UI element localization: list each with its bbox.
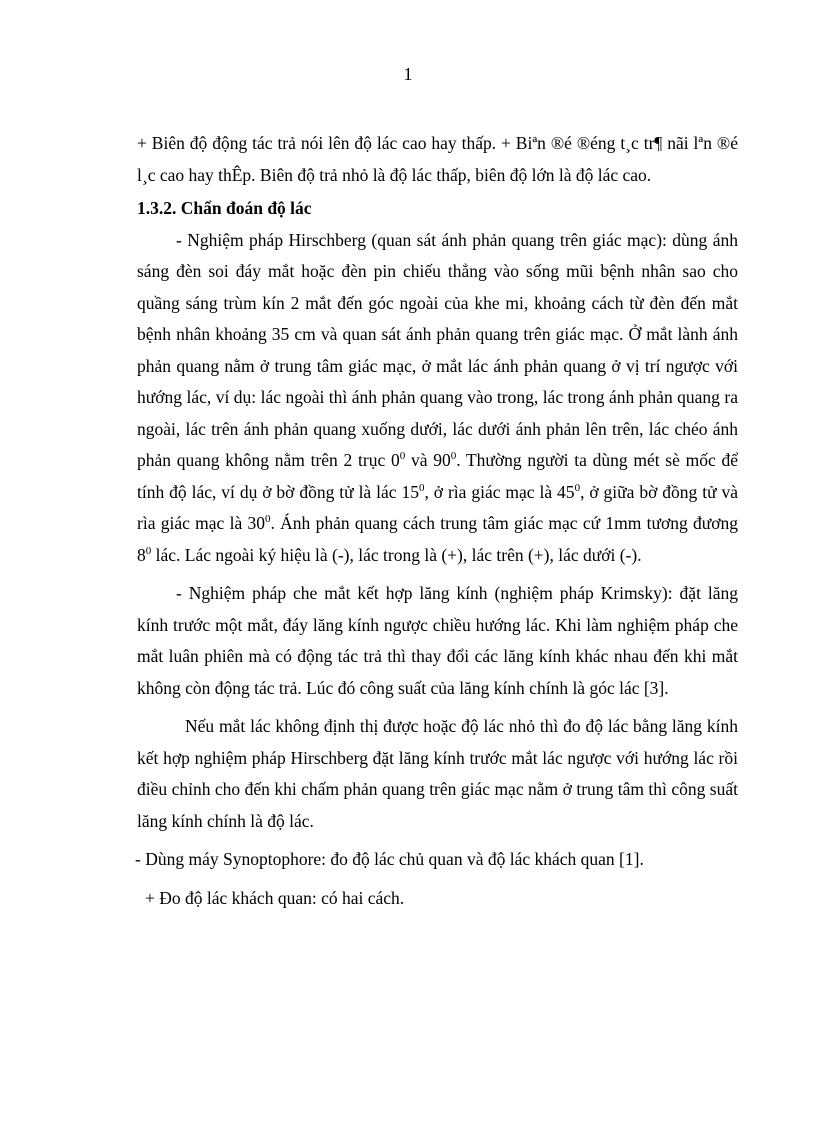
- paragraph-amplitude: + Biên độ động tác trả nói lên độ lác cao hay thấp. + Biªn ®é ®éng t¸c tr¶ nãi lªn ®é l¸c cao hay thÊp. Biên độ trả nhỏ là độ lác thấp, biên độ lớn là độ lác cao.: [137, 133, 738, 185]
- paragraph-prism: Nếu mắt lác không định thị được hoặc độ lác nhỏ thì đo độ lác bằng lăng kính kết hợp nghiệm pháp Hirschberg đặt lăng kính trước mắt lác ngược với hướng lác rồi điều chỉnh cho đến khi chấm phản quang trên giác mạc nằm ở trung tâm thì công suất lăng kính chính là độ lác.: [137, 716, 738, 831]
- paragraph-hirschberg: - Nghiệm pháp Hirschberg (quan sát ánh phản quang trên giác mạc): dùng ánh sáng đèn soi đáy mắt hoặc đèn pin chiếu thẳng vào sống mũi bệnh nhân sao cho quầng sáng trùm kín 2 mắt đến góc ngoài của khe mi, khoảng cách từ đèn đến mắt bệnh nhân khoảng 35 cm và quan sát ánh phản quang trên giác mạc. Ở mắt lành ánh phản quang nằm ở trung tâm giác mạc, ở mắt lác ánh phản quang ở vị trí ngược với hướng lác, ví dụ: lác ngoài thì ánh phản quang vào trong, lác trong ánh phản quang ra ngoài, lác trên ánh phản quang xuống dưới, lác dưới ánh phản lên trên, lác chéo ánh phản quang không nằm trên 2 trục $0^0$ và $90^0$. Thường người ta dùng mét sè mốc để tính độ lác, ví dụ ở bờ đồng tử là lác $15^0$, ở rìa giác mạc là $45^0$, ở giữa bờ đồng tử và rìa giác mạc là $30^0$. Ánh phản quang cách trung tâm giác mạc cứ 1mm tương đương $8^0$ lác. Lác ngoài ký hiệu là (-), lác trong là (+), lác trên (+), lác dưới (-).: [137, 229, 738, 565]
- paragraph-objective: + Đo độ lác khách quan: có hai cách.: [145, 887, 405, 908]
- section-heading: 1.3.2. Chẩn đoán độ lác: [137, 198, 312, 218]
- paragraph-krimsky: - Nghiệm pháp che mắt kết hợp lăng kính (nghiệm pháp Krimsky): đặt lăng kính trước một mắt, đáy lăng kính ngược chiều hướng lác. Khi làm nghiệm pháp che mắt luân phiên mà có động tác trả thì thay đổi các lăng kính khác nhau đến khi mắt không còn động tác trả. Lúc đó công suất của lăng kính chính là góc lác [3].: [137, 583, 738, 698]
- page-number: 1: [403, 64, 413, 84]
- paragraph-synoptophore: - Dùng máy Synoptophore: đo độ lác chủ quan và độ lác khách quan [1].: [135, 849, 644, 869]
- document-body: [137, 128, 738, 914]
